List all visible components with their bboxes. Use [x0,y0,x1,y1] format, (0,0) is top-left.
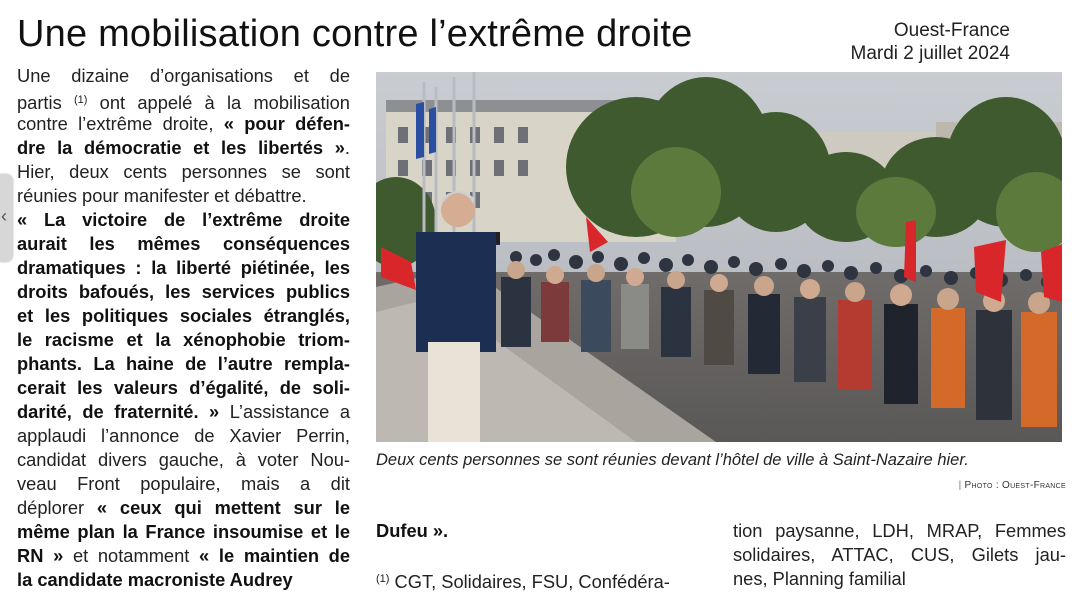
text-line [376,567,708,591]
text-run: candidat divers gauche, à voter Nou- [17,449,350,470]
bold-quote: dramatiques : la liberté piétinée, les [17,257,350,278]
news-photo [376,72,1062,442]
bold-quote: « pour défen- [223,113,350,134]
text-line [17,496,350,520]
bold-quote: darité, de fraternité. » [17,401,220,422]
text-line [17,520,350,544]
text-line [17,208,350,232]
bold-quote: « ceux qui mettent sur le [96,497,351,518]
text-run: et notamment [63,545,200,566]
side-panel-toggle[interactable] [0,174,13,262]
text-line [17,472,350,496]
bold-quote: Dufeu ». [376,520,449,541]
bold-quote: cerait les valeurs d’égalité, de soli- [17,377,350,398]
bold-quote: aurait les mêmes conséquences [17,233,350,254]
credit-text: Photo : Ouest-France [964,480,1066,491]
text-run: nes, Planning familial [733,568,906,589]
text-line [17,112,350,136]
source-block [851,19,1010,65]
headline: Une mobilisation contre l’extrême droite [17,13,693,55]
text-line [17,160,350,184]
article-body-column-1 [17,64,350,592]
text-run: partis [17,92,74,113]
text-line [17,424,350,448]
text-run: tion paysanne, LDH, MRAP, Femmes [733,520,1066,541]
text-line [17,88,350,112]
text-line [17,376,350,400]
footnote-marker: (1) [73,94,88,106]
text-run: déplorer [17,497,97,518]
photo-caption: Deux cents personnes se sont réunies devant l’hôtel de ville à Saint-Nazaire hier. [376,451,969,469]
text-line [17,280,350,304]
bold-quote: dre la démocratie et les libertés » [17,137,345,158]
footnote-marker: (1) [376,573,390,585]
text-line [17,352,350,376]
bold-quote: phants. La haine de l’autre rempla- [17,353,350,374]
text-line [376,543,708,567]
source-date: Mardi 2 juillet 2024 [850,43,1010,64]
text-line [17,64,350,88]
text-run: veau Front populaire, mais a dit [17,473,350,494]
article-body-column-2 [376,519,708,591]
text-line [17,184,350,208]
bold-quote: même plan la France insoumise et le [17,521,350,542]
text-run: L’assistance a [219,401,350,422]
bold-quote: la candidate macroniste Audrey [17,569,293,590]
chevron-left-icon: ‹ [1,206,7,226]
photo-credit [959,480,1066,491]
text-line [17,400,350,424]
bold-quote: RN » [17,545,64,566]
text-line [17,232,350,256]
bold-quote: « le maintien de [199,545,351,566]
bold-quote: « La victoire de l’extrême droite [17,209,350,230]
source-name: Ouest-France [893,20,1010,41]
text-run: applaudi l’annonce de Xavier Perrin, [17,425,350,446]
text-line [17,448,350,472]
text-line [733,543,1066,567]
text-run: ont appelé à la mobilisation [87,92,350,113]
text-line [376,519,708,543]
bold-quote: le racisme et la xénophobie triom- [17,329,350,350]
text-run: Une dizaine d’organisations et de [17,65,350,86]
bold-quote: et les politiques sociales étranglés, [17,305,350,326]
bold-quote: droits bafoués, les services publics [17,281,350,302]
text-line [17,544,350,568]
article-body-column-3 [733,519,1066,591]
text-run: . [344,137,350,158]
text-line [17,304,350,328]
text-run: Hier, deux cents personnes se sont [17,161,350,182]
text-line [17,136,350,160]
text-run: contre l’extrême droite, [17,113,224,134]
crowd-photo-illustration [376,72,1062,442]
text-run: solidaires, ATTAC, CUS, Gilets jau- [733,544,1066,565]
text-line [733,567,1066,591]
text-run: réunies pour manifester et débattre. [17,185,307,206]
text-line [17,568,350,592]
credit-separator: | [958,480,962,491]
text-line [733,519,1066,543]
text-run: CGT, Solidaires, FSU, Confédéra- [389,571,670,592]
text-line [17,328,350,352]
text-line [17,256,350,280]
